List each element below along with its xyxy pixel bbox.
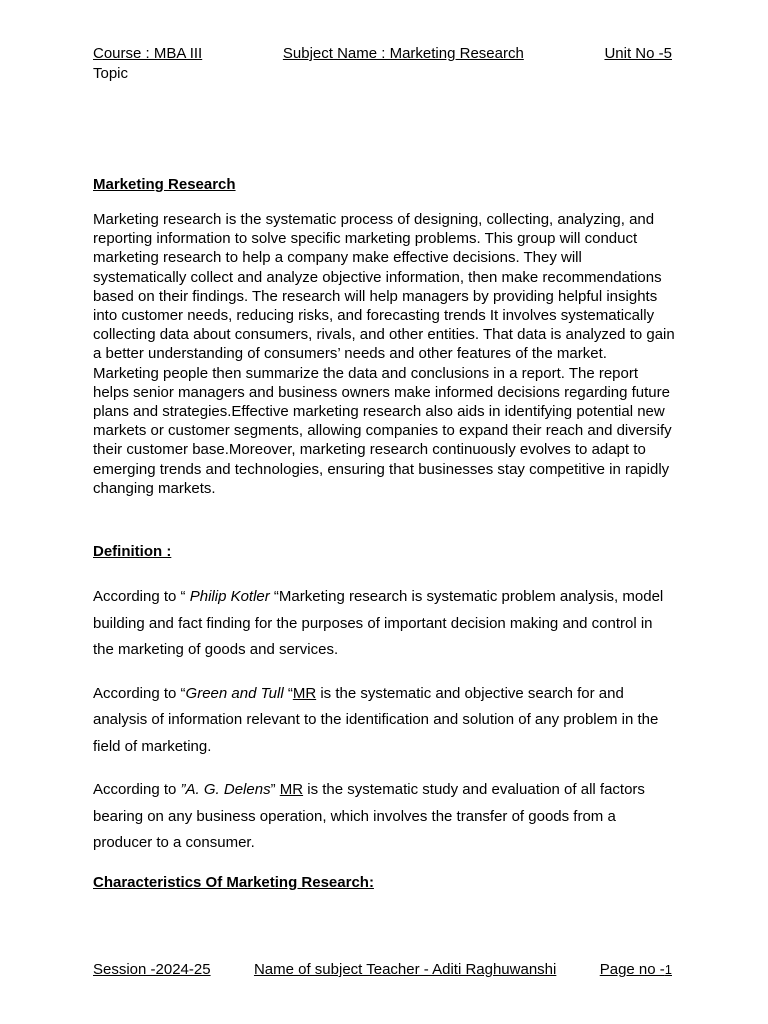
definition-heading: Definition : <box>93 543 172 561</box>
unit-label: Unit No -5 <box>604 45 672 62</box>
course-label: Course : MBA III <box>93 45 203 62</box>
topic-label: Topic <box>93 65 129 82</box>
definition-author: ”A. G. Delens <box>180 781 271 799</box>
page-number-label <box>600 960 672 979</box>
definition-abbr: MR <box>279 781 304 799</box>
definition-prefix: According to “ <box>93 684 186 702</box>
definition-kotler <box>93 584 675 664</box>
header-row <box>93 44 672 63</box>
page-label: Page no - <box>599 961 665 978</box>
marketing-research-paragraph: Marketing research is the systematic process of designing, collecting, analyzing, and reporting information to solve specific marketing problems. This group will conduct marketing research to help a company make effective decisions. They will systematically collect and analyze objective information, then make recommendations based on their findings. The research will help managers by providing helpful insights into customer needs, reducing risks, and forecasting trends It involves systematically collecting data about consumers, rivals, and other entities. That data is analyzed to gain a better understanding of consumers’ needs and other features of the market. Marketing people then summarize the data and conclusions in a report. The report helps senior managers and business owners make informed decisions regarding future plans and strategies.Effective marketing research also aids in identifying potential new markets or customer segments, allowing companies to expand their reach and diversify their customer base.Moreover, marketing research continuously evolves to adapt to emerging trends and technologies, ensuring that businesses stay competitive in rapidly changing markets. <box>93 211 675 497</box>
definition-delens <box>93 777 675 857</box>
definition-prefix: According to <box>93 781 181 799</box>
definition-quote: “ <box>283 684 293 702</box>
definition-green-tull <box>93 681 675 761</box>
characteristics-heading: Characteristics Of Marketing Research: <box>93 873 374 891</box>
definition-author: Green and Tull <box>185 684 284 702</box>
teacher-label: Name of subject Teacher - Aditi Raghuwanshi <box>253 961 557 978</box>
subject-label: Subject Name : Marketing Research <box>282 45 524 62</box>
page-footer <box>93 960 672 979</box>
page-header <box>93 44 672 83</box>
page-number: 1 <box>664 962 672 977</box>
definition-text: is the systematic study and evaluation of all factors bearing on any business operation, which involves the transfer of goods from a producer to a consumer. <box>93 781 645 852</box>
definition-author: Philip Kotler <box>189 588 270 606</box>
page-content <box>93 175 675 892</box>
definition-text: “Marketing research is systematic problem analysis, model building and fact finding for the purposes of important decision making and control in the marketing of goods and services. <box>93 588 664 659</box>
marketing-research-heading: Marketing Research <box>93 176 236 193</box>
definition-quote: ” <box>270 781 280 799</box>
session-label: Session -2024-25 <box>93 961 211 978</box>
definition-prefix: According to “ <box>93 588 190 606</box>
definition-text: is the systematic and objective search for and analysis of information relevant to the identification and solution of any problem in the field of marketing. <box>93 684 659 755</box>
definition-abbr: MR <box>292 684 317 702</box>
